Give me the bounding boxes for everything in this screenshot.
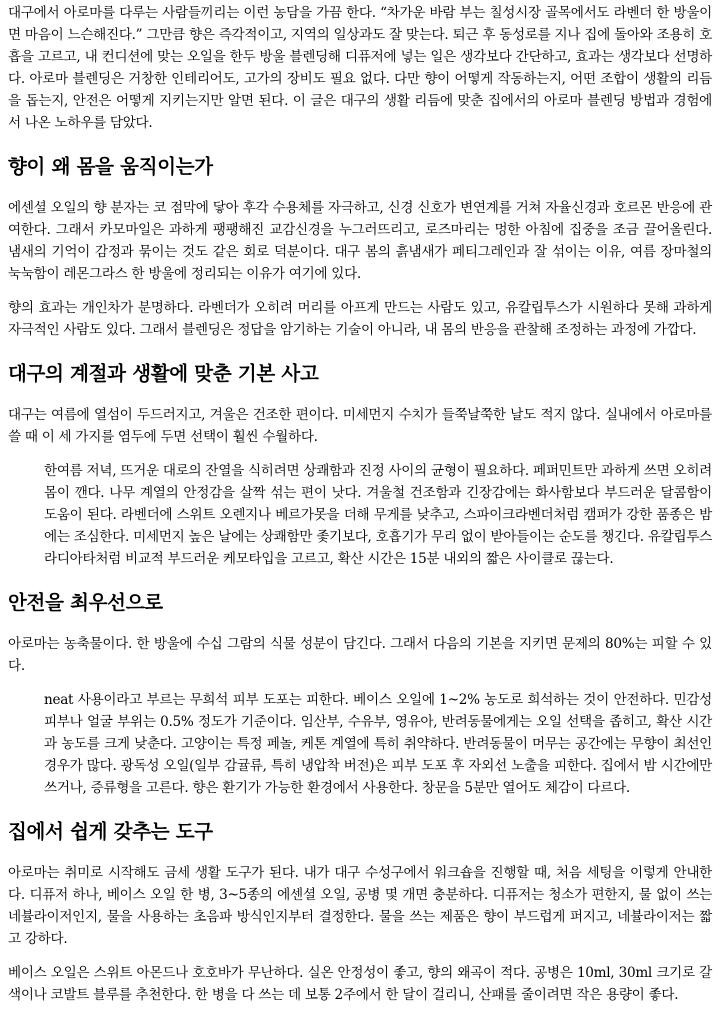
body-paragraph: 향의 효과는 개인차가 분명하다. 라벤더가 오히려 머리를 아프게 만드는 사람도 있고, 유칼립투스가 시원하다 못해 과하게 자극적인 사람도 있다. 그래서 블렌딩은 정답을 암기하는 기술이 아니라, 내 몸의 반응을 관찰해 조정하는 과정에 가깝다. — [8, 300, 712, 338]
section-heading: 향이 왜 몸을 움직이는가 — [8, 155, 213, 178]
body-paragraph: 아로마는 농축물이다. 한 방울에 수십 그람의 식물 성분이 담긴다. 그래서 다음의 기본을 지키면 문제의 80%는 피할 수 있다. — [8, 636, 712, 674]
blockquote — [44, 460, 712, 570]
body-paragraph: 에센셜 오일의 향 분자는 코 점막에 닿아 후각 수용체를 자극하고, 신경 신호가 변연계를 거쳐 자율신경과 호르몬 반응에 관여한다. 그래서 카모마일은 과하게 팽팽해진 교감신경을 누그러뜨리고, 로즈마리는 멍한 아침에 집중을 조금 끌어올린다. 냄새의 기억이 감정과 묶이는 것도 같은 회로 덕분이다. 대구 봄의 흙냄새가 페티그레인과 잘 섞이는 이유, 여름 장마철의 눅눅함이 레몬그라스 한 방울에 정리되는 이유가 여기에 있다. — [8, 200, 712, 282]
body-paragraph: 아로마는 취미로 시작해도 금세 생활 도구가 된다. 내가 대구 수성구에서 워크숍을 진행할 때, 처음 세팅을 이렇게 안내한다. 디퓨저 하나, 베이스 오일 한 병, 3~5종의 에센셜 오일, 공병 몇 개면 충분하다. 디퓨저는 청소가 편한지, 물 없이 쓰는 네뷸라이저인지, 물을 사용하는 초음파 방식인지부터 결정한다. 물을 쓰는 제품은 향이 부드럽게 퍼지고, 네뷸라이저는 짧고 강하다. — [8, 865, 712, 947]
quote-paragraph: 한여름 저녁, 뜨거운 대로의 잔열을 식히려면 상쾌함과 진정 사이의 균형이 필요하다. 페퍼민트만 과하게 쓰면 오히려 몸이 깬다. 나무 계열의 안정감을 살짝 섞는 편이 낫다. 겨울철 건조함과 긴장감에는 화사함보다 부드러운 달콤함이 도움이 된다. 라벤더에 스위트 오렌지나 베르가못을 더해 무게를 낮추고, 스파이크라벤더처럼 캠퍼가 강한 품종은 밤에는 조심한다. 미세먼지 높은 날에는 상쾌함만 좇기보다, 호흡기가 무리 없이 받아들이는 순도를 챙긴다. 유칼립투스 라디아타처럼 비교적 부드러운 케모타입을 고르고, 확산 시간은 15분 내외의 짧은 사이클로 끊는다. — [44, 463, 712, 567]
body-paragraph: 대구는 여름에 열섬이 두드러지고, 겨울은 건조한 편이다. 미세먼지 수치가 들쭉날쭉한 날도 적지 않다. 실내에서 아로마를 쓸 때 이 세 가지를 염두에 두면 선택이 훨씬 수월하다. — [8, 407, 712, 445]
section-heading: 집에서 쉽게 갖추는 도구 — [8, 820, 213, 843]
intro-paragraph: 대구에서 아로마를 다루는 사람들끼리는 이런 농담을 가끔 한다. “차가운 바람 부는 칠성시장 골목에서도 라벤더 한 방울이면 마음이 느슨해진다.” 그만큼 향은 즉각적이고, 지역의 일상과도 잘 맞는다. 퇴근 후 동성로를 지나 집에 돌아와 조용히 호흡을 고르고, 내 컨디션에 맞는 오일을 한두 방울 블렌딩해 디퓨저에 넣는 일은 생각보다 간단하고, 효과는 생각보다 선명하다. 아로마 블렌딩은 거창한 인테리어도, 고가의 장비도 필요 없다. 다만 향이 어떻게 작동하는지, 어떤 조합이 생활의 리듬을 돕는지, 안전은 어떻게 지키는지만 알면 된다. 이 글은 대구의 생활 리듬에 맞춘 집에서의 아로마 블렌딩 방법과 경험에서 나온 노하우를 담았다. — [8, 5, 712, 131]
section-safety — [8, 590, 712, 799]
blockquote — [44, 689, 712, 799]
quote-paragraph: neat 사용이라고 부르는 무희석 피부 도포는 피한다. 베이스 오일에 1~2% 농도로 희석하는 것이 안전하다. 민감성 피부나 얼굴 부위는 0.5% 정도가 기준이다. 임산부, 수유부, 영유아, 반려동물에게는 오일 선택을 좁히고, 확산 시간과 농도를 크게 낮춘다. 고양이는 특정 페놀, 케톤 계열에 특히 취약하다. 반려동물이 머무는 공간에는 무향이 최선인 경우가 많다. 광독성 오일(일부 감귤류, 특히 냉압착 버전)은 피부 도포 후 자외선 노출을 피한다. 집에서 밤 시간에만 쓰거나, 증류형을 고른다. 향은 환기가 가능한 환경에서 사용한다. 창문을 5분만 열어도 체감이 다르다. — [44, 692, 712, 796]
section-tools — [8, 819, 712, 1006]
section-daegu-seasons — [8, 361, 712, 570]
section-scent-effect — [8, 154, 712, 341]
body-paragraph: 베이스 오일은 스위트 아몬드나 호호바가 무난하다. 실온 안정성이 좋고, 향의 왜곡이 적다. 공병은 10ml, 30ml 크기로 갈색이나 코발트 블루를 추천한다. 한 병을 다 쓰는 데 보통 2주에서 한 달이 걸리니, 산패를 줄이려면 작은 용량이 좋다. — [8, 965, 712, 1003]
section-heading: 대구의 계절과 생활에 맞춘 기본 사고 — [8, 362, 319, 385]
section-heading: 안전을 최우선으로 — [8, 591, 163, 614]
